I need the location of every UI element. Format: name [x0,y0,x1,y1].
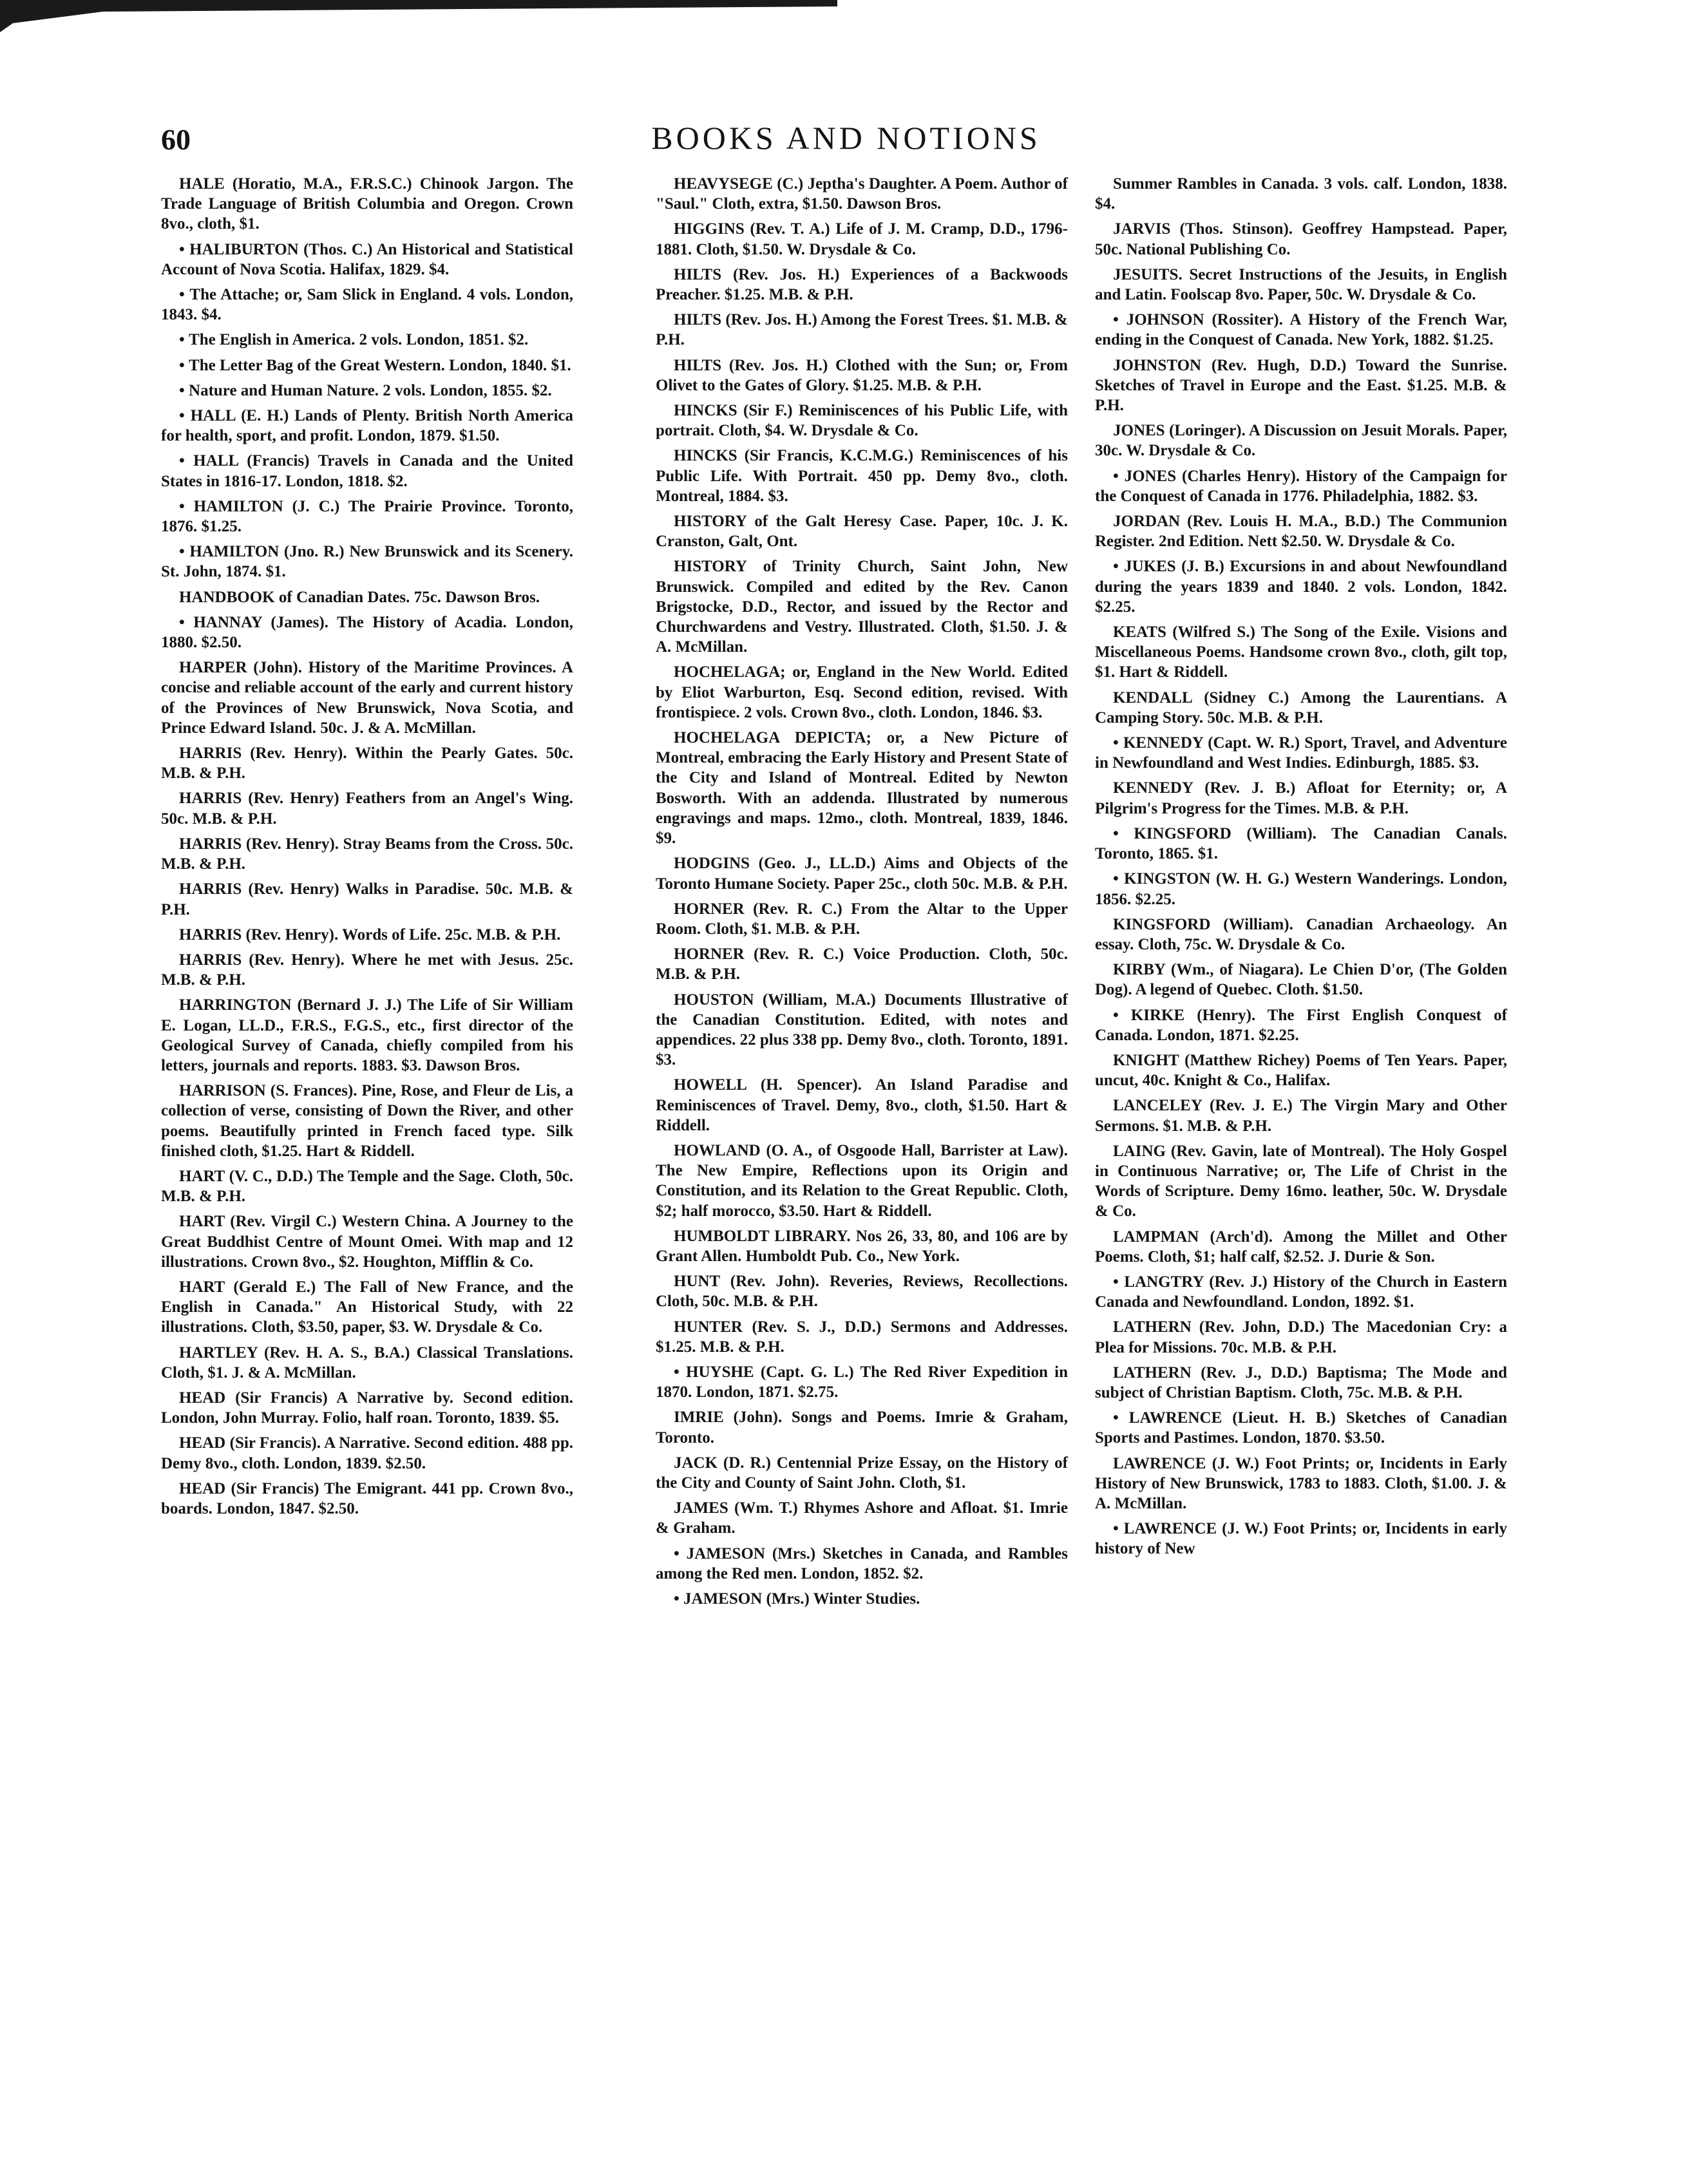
catalogue-entry: • KINGSTON (W. H. G.) Western Wanderings. London, 1856. $2.25. [1095,869,1507,909]
catalogue-entry: • HALL (E. H.) Lands of Plenty. British North America for health, sport, and profit. London, 1879. $1.50. [161,406,573,446]
catalogue-entry: HILTS (Rev. Jos. H.) Clothed with the Sun; or, From Olivet to the Gates of Glory. $1.25. M.B. & P.H. [656,356,1068,394]
catalogue-entry: • JONES (Charles Henry). History of the Campaign for the Conquest of Canada in 1776. Philadelphia, 1882. $3. [1095,466,1507,506]
catalogue-entry: • KIRKE (Henry). The First English Conquest of Canada. London, 1871. $2.25. [1095,1005,1507,1045]
catalogue-entry: HEAVYSEGE (C.) Jeptha's Daughter. A Poem. Author of "Saul." Cloth, extra, $1.50. Dawson Bros. [656,175,1068,213]
catalogue-entry: HARRIS (Rev. Henry) Walks in Paradise. 50c. M.B. & P.H. [161,880,573,918]
catalogue-entry: HANDBOOK of Canadian Dates. 75c. Dawson Bros. [179,588,540,606]
catalogue-entry: • JAMESON (Mrs.) Sketches in Canada, and Rambles among the Red men. London, 1852. $2. [656,1544,1068,1584]
catalogue-entry: KEATS (Wilfred S.) The Song of the Exile. Visions and Miscellaneous Poems. Handsome crown 8vo., cloth, gilt top, $1. Hart & Riddell. [1095,623,1507,681]
catalogue-entry: • HALIBURTON (Thos. C.) An Historical and Statistical Account of Nova Scotia. Halifax, 1829. $4. [161,240,573,280]
catalogue-entry: JONES (Loringer). A Discussion on Jesuit Morals. Paper, 30c. W. Drysdale & Co. [1095,422,1507,460]
catalogue-entry: • HAMILTON (J. C.) The Prairie Province. Toronto, 1876. $1.25. [161,497,573,537]
catalogue-entry: • HUYSHE (Capt. G. L.) The Red River Expedition in 1870. London, 1871. $2.75. [656,1362,1068,1402]
running-head: BOOKS AND NOTIONS [651,120,1041,156]
catalogue-entry: HINCKS (Sir Francis, K.C.M.G.) Reminiscences of his Public Life. With Portrait. 450 pp. Demy 8vo., cloth. Montreal, 1884. $3. [656,447,1068,505]
catalogue-entry: HORNER (Rev. R. C.) From the Altar to the Upper Room. Cloth, $1. M.B. & P.H. [656,900,1068,938]
catalogue-entry: JACK (D. R.) Centennial Prize Essay, on the History of the City and County of Saint John. Cloth, $1. [656,1454,1068,1492]
catalogue-entry: LAWRENCE (J. W.) Foot Prints; or, Incidents in Early History of New Brunswick, 1783 to 1883. Cloth, $1.00. J. & A. McMillan. [1095,1454,1507,1512]
catalogue-entry: HOCHELAGA; or, England in the New World. Edited by Eliot Warburton, Esq. Second edition, revised. With frontispiece. 2 vols. Crown 8vo., cloth. London, 1846. $3. [656,663,1068,721]
catalogue-entry: HARRISON (S. Frances). Pine, Rose, and Fleur de Lis, a collection of verse, consisting of Down the River, and other poems. Beautifully printed in French faced type. Silk finished cloth, $1.25. Hart & Riddell. [161,1082,573,1160]
catalogue-entry: HILTS (Rev. Jos. H.) Experiences of a Backwoods Preacher. $1.25. M.B. & P.H. [656,265,1068,304]
catalogue-entry: HART (Gerald E.) The Fall of New France, and the English in Canada." An Historical Study, with 22 illustrations. Cloth, $3.50, paper, $3. W. Drysdale & Co. [161,1278,573,1336]
catalogue-entry: • The English in America. 2 vols. London, 1851. $2. [161,330,573,350]
catalogue-entry: JORDAN (Rev. Louis H. M.A., B.D.) The Communion Register. 2nd Edition. Nett $2.50. W. Drysdale & Co. [1095,513,1507,551]
catalogue-entry: HILTS (Rev. Jos. H.) Among the Forest Trees. $1. M.B. & P.H. [656,311,1068,349]
catalogue-entry: HUNT (Rev. John). Reveries, Reviews, Recollections. Cloth, 50c. M.B. & P.H. [656,1273,1068,1311]
column-left [161,174,573,1524]
catalogue-entry: HODGINS (Geo. J., LL.D.) Aims and Objects of the Toronto Humane Society. Paper 25c., cloth 50c. M.B. & P.H. [656,855,1068,893]
catalogue-entry: HARRIS (Rev. Henry) Feathers from an Angel's Wing. 50c. M.B. & P.H. [161,790,573,828]
catalogue-entry: HOCHELAGA DEPICTA; or, a New Picture of Montreal, embracing the Early History and Present State of the City and Island of Montreal. Edited by Newton Bosworth. With an addenda. Illustrated by numerous engravings and maps. 12mo., cloth. Montreal, 1839, 1846. $9. [656,729,1068,848]
catalogue-entry: JOHNSTON (Rev. Hugh, D.D.) Toward the Sunrise. Sketches of Travel in Europe and the East. $1.25. M.B. & P.H. [1095,356,1507,415]
catalogue-entry: • HALL (Francis) Travels in Canada and the United States in 1816-17. London, 1818. $2. [161,451,573,491]
catalogue-entry: HARRIS (Rev. Henry). Where he met with Jesus. 25c. M.B. & P.H. [161,951,573,989]
catalogue-entry: KINGSFORD (William). Canadian Archaeology. An essay. Cloth, 75c. W. Drysdale & Co. [1095,915,1507,953]
catalogue-entry: HALE (Horatio, M.A., F.R.S.C.) Chinook Jargon. The Trade Language of British Columbia and Oregon. Crown 8vo., cloth, $1. [161,175,573,233]
column-middle [656,174,1068,1614]
catalogue-entry: HARRIS (Rev. Henry). Within the Pearly Gates. 50c. M.B. & P.H. [161,745,573,783]
catalogue-entry: • LAWRENCE (J. W.) Foot Prints; or, Incidents in early history of New [1095,1519,1507,1559]
catalogue-entry: HEAD (Sir Francis). A Narrative. Second edition. 488 pp. Demy 8vo., cloth. London, 1839. $2.50. [161,1434,573,1472]
catalogue-entry: • LAWRENCE (Lieut. H. B.) Sketches of Canadian Sports and Pastimes. London, 1870. $3.50. [1095,1408,1507,1448]
catalogue-entry: Summer Rambles in Canada. 3 vols. calf. London, 1838. $4. [1095,175,1507,213]
catalogue-entry: HORNER (Rev. R. C.) Voice Production. Cloth, 50c. M.B. & P.H. [656,945,1068,983]
catalogue-entry: JESUITS. Secret Instructions of the Jesuits, in English and Latin. Foolscap 8vo. Paper, 50c. W. Drysdale & Co. [1095,265,1507,304]
catalogue-entry: HARRIS (Rev. Henry). Words of Life. 25c. M.B. & P.H. [179,926,561,944]
catalogue-entry: HARRIS (Rev. Henry). Stray Beams from the Cross. 50c. M.B. & P.H. [161,835,573,873]
catalogue-entry: LATHERN (Rev. John, D.D.) The Macedonian Cry: a Plea for Missions. 70c. M.B. & P.H. [1095,1318,1507,1356]
catalogue-entry: LANCELEY (Rev. J. E.) The Virgin Mary and Other Sermons. $1. M.B. & P.H. [1095,1097,1507,1135]
catalogue-entry: HARRINGTON (Bernard J. J.) The Life of Sir William E. Logan, LL.D., F.R.S., F.G.S., etc., first director of the Geological Survey of Canada, chiefly compiled from his letters, journals and reports. 1883. $3. Dawson Bros. [161,996,573,1074]
catalogue-entry: • Nature and Human Nature. 2 vols. London, 1855. $2. [161,381,573,401]
catalogue-entry: KIRBY (Wm., of Niagara). Le Chien D'or, (The Golden Dog). A legend of Quebec. Cloth. $1.50. [1095,961,1507,999]
catalogue-entry: • KENNEDY (Capt. W. R.) Sport, Travel, and Adventure in Newfoundland and West Indies. Edinburgh, 1885. $3. [1095,733,1507,773]
catalogue-entry: HART (V. C., D.D.) The Temple and the Sage. Cloth, 50c. M.B. & P.H. [161,1167,573,1206]
catalogue-entry: HOWELL (H. Spencer). An Island Paradise and Reminiscences of Travel. Demy, 8vo., cloth, $1.50. Hart & Riddell. [656,1076,1068,1134]
catalogue-entry: JAMES (Wm. T.) Rhymes Ashore and Afloat. $1. Imrie & Graham. [656,1499,1068,1537]
catalogue-entry: HEAD (Sir Francis) A Narrative by. Second edition. London, John Murray. Folio, half roan. Toronto, 1839. $5. [161,1389,573,1427]
catalogue-entry: KNIGHT (Matthew Richey) Poems of Ten Years. Paper, uncut, 40c. Knight & Co., Halifax. [1095,1051,1507,1090]
catalogue-entry: HEAD (Sir Francis) The Emigrant. 441 pp. Crown 8vo., boards. London, 1847. $2.50. [161,1479,573,1517]
page-number: 60 [161,123,191,156]
catalogue-entry: LATHERN (Rev. J., D.D.) Baptisma; The Mode and subject of Christian Baptism. Cloth, 75c. M.B. & P.H. [1095,1363,1507,1401]
catalogue-entry: • The Attache; or, Sam Slick in England. 4 vols. London, 1843. $4. [161,285,573,325]
catalogue-entry: • JAMESON (Mrs.) Winter Studies. [656,1589,1068,1609]
catalogue-entry: HUNTER (Rev. S. J., D.D.) Sermons and Addresses. $1.25. M.B. & P.H. [656,1318,1068,1356]
catalogue-entry: • The Letter Bag of the Great Western. London, 1840. $1. [161,356,573,375]
catalogue-entry: IMRIE (John). Songs and Poems. Imrie & Graham, Toronto. [656,1409,1068,1447]
catalogue-entry: LAING (Rev. Gavin, late of Montreal). The Holy Gospel in Continuous Narrative; or, The Life of Christ in the Words of Scripture. Demy 16mo. leather, 50c. W. Drysdale & Co. [1095,1142,1507,1220]
catalogue-entry: • LANGTRY (Rev. J.) History of the Church in Eastern Canada and Newfoundland. London, 1892. $1. [1095,1272,1507,1312]
column-right [1095,174,1507,1564]
scan-edge-mark [0,0,837,32]
catalogue-entry: HARTLEY (Rev. H. A. S., B.A.) Classical Translations. Cloth, $1. J. & A. McMillan. [161,1344,573,1382]
catalogue-entry: HART (Rev. Virgil C.) Western China. A Journey to the Great Buddhist Centre of Mount Omei. With map and 12 illustrations. Crown 8vo., $2. Houghton, Mifflin & Co. [161,1213,573,1271]
catalogue-entry: HISTORY of the Galt Heresy Case. Paper, 10c. J. K. Cranston, Galt, Ont. [656,513,1068,551]
catalogue-entry: KENNEDY (Rev. J. B.) Afloat for Eternity; or, A Pilgrim's Progress for the Times. M.B. & P.H. [1095,779,1507,817]
catalogue-entry: HOUSTON (William, M.A.) Documents Illustrative of the Canadian Constitution. Edited, with notes and appendices. 22 plus 338 pp. Demy 8vo., cloth. Toronto, 1891. $3. [656,991,1068,1069]
catalogue-entry: • HAMILTON (Jno. R.) New Brunswick and its Scenery. St. John, 1874. $1. [161,542,573,582]
catalogue-entry: • JOHNSON (Rossiter). A History of the French War, ending in the Conquest of Canada. New York, 1882. $1.25. [1095,310,1507,350]
catalogue-entry: HARPER (John). History of the Maritime Provinces. A concise and reliable account of the early and current history of the Provinces of New Brunswick, Nova Scotia, and Prince Edward Island. 50c. J. & A. McMillan. [161,659,573,737]
catalogue-entry: LAMPMAN (Arch'd). Among the Millet and Other Poems. Cloth, $1; half calf, $2.52. J. Durie & Son. [1095,1228,1507,1266]
catalogue-entry: • JUKES (J. B.) Excursions in and about Newfoundland during the years 1839 and 1840. 2 vols. London, 1842. $2.25. [1095,556,1507,617]
catalogue-entry: • HANNAY (James). The History of Acadia. London, 1880. $2.50. [161,612,573,652]
catalogue-entry: JARVIS (Thos. Stinson). Geoffrey Hampstead. Paper, 50c. National Publishing Co. [1095,220,1507,258]
catalogue-entry: HOWLAND (O. A., of Osgoode Hall, Barrister at Law). The New Empire, Reflections upon its Origin and Constitution, and its Relation to the Great Republic. Cloth, $2; half morocco, $3.50. Hart & Riddell. [656,1141,1068,1220]
catalogue-entry: KENDALL (Sidney C.) Among the Laurentians. A Camping Story. 50c. M.B. & P.H. [1095,688,1507,726]
catalogue-entry: • KINGSFORD (William). The Canadian Canals. Toronto, 1865. $1. [1095,824,1507,864]
catalogue-entry: HINCKS (Sir F.) Reminiscences of his Public Life, with portrait. Cloth, $4. W. Drysdale & Co. [656,402,1068,440]
catalogue-entry: HISTORY of Trinity Church, Saint John, New Brunswick. Compiled and edited by the Rev. Canon Brigstocke, D.D., Rector, and issued by the Rector and Churchwardens and Vestry. Illustrated. Cloth, $1.50. J. & A. McMillan. [656,558,1068,656]
catalogue-entry: HUMBOLDT LIBRARY. Nos 26, 33, 80, and 106 are by Grant Allen. Humboldt Pub. Co., New York. [656,1227,1068,1265]
catalogue-entry: HIGGINS (Rev. T. A.) Life of J. M. Cramp, D.D., 1796-1881. Cloth, $1.50. W. Drysdale & Co. [656,220,1068,258]
